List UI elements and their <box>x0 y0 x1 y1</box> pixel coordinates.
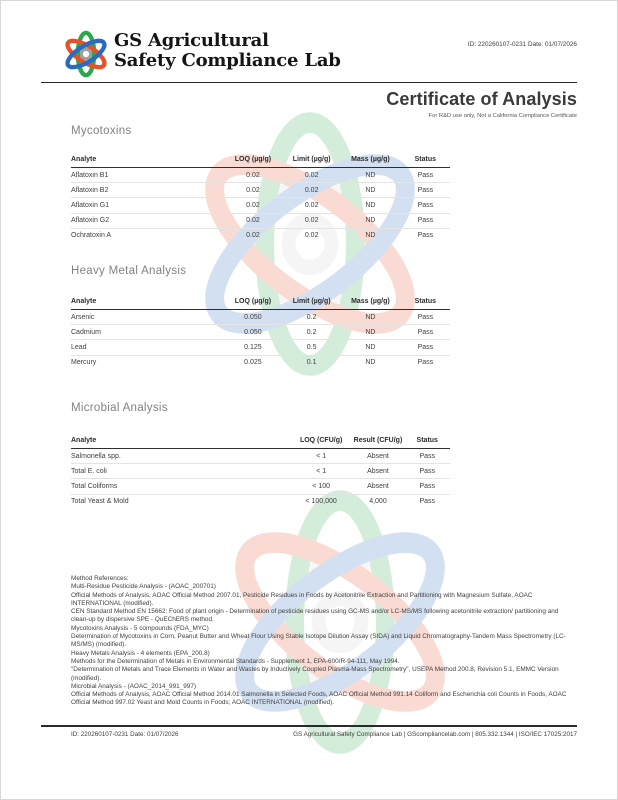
table-cell: Lead <box>71 340 223 355</box>
method-reference-line: Determination of Mycotoxins in Corn, Peanut Butter and Wheat Flour Using Stable Isotope Dilution Assay (SIDA) and Liquid Chromatography-Tandem Mass Spectrometry (LC-MS/MS) (modified). <box>71 633 566 649</box>
table-header-row <box>71 295 450 310</box>
table-row <box>71 228 450 243</box>
table-cell: Pass <box>405 464 451 479</box>
page-title: Certificate of Analysis <box>386 89 577 109</box>
table-cell: < 1 <box>291 449 352 464</box>
table-cell: Cadmium <box>71 325 223 340</box>
table-cell: 4,000 <box>369 498 387 506</box>
section-heading-microbial: Microbial Analysis <box>71 402 168 414</box>
footer-lab-info: GS Agricultural Safety Compliance Lab | GScompliancelab.com | 805.332.1344 | ISO/IEC 17025:2017 <box>293 731 577 738</box>
table-row <box>71 325 450 340</box>
table-cell: 0.2 <box>283 325 340 340</box>
table-cell: 0.1 <box>306 359 317 367</box>
table-cell: Total E. coli <box>71 464 291 479</box>
table-cell: 0.02 <box>223 183 284 198</box>
table-cell: Aflatoxin B1 <box>71 168 223 183</box>
method-references <box>71 575 568 708</box>
table-row <box>71 168 450 183</box>
table-cell: < 100 <box>291 479 352 494</box>
table-cell: Aflatoxin G1 <box>71 198 223 213</box>
column-header: Status <box>405 434 451 449</box>
table-cell: ND <box>340 325 401 340</box>
column-header: Analyte <box>71 153 223 168</box>
table-cell: ND <box>340 310 401 325</box>
table-cell: ND <box>340 183 401 198</box>
lab-name <box>114 31 341 71</box>
table-cell: Absent <box>351 479 404 494</box>
section-heading-mycotoxins: Mycotoxins <box>71 125 132 137</box>
table-cell: 0.025 <box>244 359 262 367</box>
table-header-row <box>71 434 450 449</box>
table-cell: Salmonella spp. <box>71 449 291 464</box>
table-cell: Pass <box>419 498 436 506</box>
table-cell: Pass <box>417 232 434 240</box>
method-reference-line: Official Methods of Analysis, AOAC Official Method 2007.01, Pesticide Residues in Foods by Acetonitrile Extraction and Partitioning with Magnesium Sulfate, AOAC INTERNATIONAL (modified). <box>71 591 533 607</box>
table-cell: Pass <box>401 310 450 325</box>
table-cell: Ochratoxin A <box>71 232 112 240</box>
column-header: LOQ (µg/g) <box>223 295 284 310</box>
table-cell: 0.02 <box>223 168 284 183</box>
method-reference-line: Multi-Residue Pesticide Analysis - (AOAC_200701) <box>71 583 216 591</box>
table-cell: Absent <box>351 449 404 464</box>
table-row <box>71 183 450 198</box>
table-cell: 0.02 <box>223 198 284 213</box>
table-row <box>71 355 450 370</box>
table-row <box>71 494 450 509</box>
table-cell: < 100,000 <box>305 498 337 506</box>
column-header: Analyte <box>71 295 223 310</box>
table-row <box>71 479 450 494</box>
section-heading-heavy-metals: Heavy Metal Analysis <box>71 265 187 277</box>
method-reference-line: CEN Standard Method EN 15662: Food of plant origin - Determination of pesticide residues using GC-MS and/or LC-MS/MS following acetonitrile extraction/ partitioning and clean-up by dispersive SPE - QuEChERS method. <box>71 608 559 624</box>
column-header: Status <box>401 153 450 168</box>
table-cell: Pass <box>417 359 434 367</box>
table-cell: Total Yeast & Mold <box>71 498 129 506</box>
table-cell: ND <box>340 340 401 355</box>
footer-id-date: ID: 220260107-0231 Date: 01/07/2026 <box>71 731 179 738</box>
column-header: LOQ (µg/g) <box>223 153 284 168</box>
table-row <box>71 340 450 355</box>
table-cell: Pass <box>401 198 450 213</box>
table-cell: Pass <box>405 479 451 494</box>
lab-name-line2: Safety Compliance Lab <box>114 50 341 71</box>
table-cell: ND <box>340 198 401 213</box>
table-cell: 0.2 <box>283 310 340 325</box>
table-cell: Aflatoxin G2 <box>71 213 223 228</box>
method-reference-line: Heavy Metals Analysis - 4 elements (EPA_200.8) <box>71 649 210 657</box>
method-reference-line: Mycotoxins Analysis - 5 compounds (FDA_MYC) <box>71 624 209 632</box>
table-cell: 0.02 <box>223 213 284 228</box>
table-cell: 0.02 <box>283 168 340 183</box>
column-header: LOQ (CFU/g) <box>291 434 352 449</box>
title-block <box>386 89 577 119</box>
table-cell: 0.02 <box>283 198 340 213</box>
table-row <box>71 213 450 228</box>
table-cell: 0.050 <box>223 310 284 325</box>
column-header: Status <box>401 295 450 310</box>
method-reference-line: Microbial Analysis - (AOAC_2014_991_997) <box>71 682 197 690</box>
table-cell: < 1 <box>291 464 352 479</box>
table-cell: Pass <box>401 325 450 340</box>
method-reference-line: Method References: <box>71 575 129 582</box>
table-cell: Pass <box>401 213 450 228</box>
table-cell: ND <box>340 168 401 183</box>
column-header: Mass (µg/g) <box>340 153 401 168</box>
table-cell: ND <box>340 213 401 228</box>
table-cell: 0.050 <box>223 325 284 340</box>
table-cell: Total Coliforms <box>71 479 291 494</box>
table-cell: Pass <box>401 340 450 355</box>
table-cell: 0.125 <box>223 340 284 355</box>
table-cell: Arsenic <box>71 310 223 325</box>
table-cell: Mercury <box>71 359 97 367</box>
mycotoxins-table <box>71 153 450 243</box>
table-cell: Aflatoxin B2 <box>71 183 223 198</box>
microbial-table <box>71 434 450 509</box>
heavy-metals-table-wrap <box>71 295 450 370</box>
page-subtitle: For R&D use only, Not a California Compliance Certificate <box>428 113 577 119</box>
column-header: Limit (µg/g) <box>283 153 340 168</box>
table-cell: 0.02 <box>304 232 319 240</box>
table-cell: 0.02 <box>283 213 340 228</box>
header-divider <box>41 82 577 83</box>
microbial-table-wrap <box>71 434 450 509</box>
lab-name-line1: GS Agricultural <box>114 30 269 51</box>
table-cell: Pass <box>405 449 451 464</box>
table-cell: Absent <box>351 464 404 479</box>
method-reference-line: Methods for the Determination of Metals in Environmental Standards - Supplement 1, EPA-600/R-94-111, May 1994. <box>71 657 400 665</box>
table-cell: ND <box>365 359 376 367</box>
table-row <box>71 464 450 479</box>
table-cell: Pass <box>401 183 450 198</box>
table-cell: 0.02 <box>283 183 340 198</box>
heavy-metals-table <box>71 295 450 370</box>
column-header: Mass (µg/g) <box>340 295 401 310</box>
footer-divider <box>41 725 577 727</box>
header-id-date: ID: 220260107-0231 Date: 01/07/2026 <box>467 41 577 48</box>
table-row <box>71 310 450 325</box>
table-header-row <box>71 153 450 168</box>
column-header: Limit (µg/g) <box>283 295 340 310</box>
column-header: Result (CFU/g) <box>351 434 404 449</box>
column-header: Analyte <box>71 434 291 449</box>
method-reference-line: "Determination of Metals and Trace Elements in Water and Wastes by Inductively Coupled Plasma-Mass Spectrometry", USEPA Method 200.8, Revision 5.1, EMMC Version (modified). <box>71 666 559 682</box>
table-cell: 0.5 <box>283 340 340 355</box>
table-cell: Pass <box>401 168 450 183</box>
mycotoxins-table-wrap <box>71 153 450 243</box>
table-row <box>71 449 450 464</box>
table-row <box>71 198 450 213</box>
method-reference-line: Official Methods of Analysis, AOAC Official Method 2014.01 Salmonella in Selected Foods, AOAC Official Method 991.14 Coliform and Escherichia coli Counts in Foods, AOAC Official Method 997.02 Yeast and Mold Counts in Foods; AOAC INTERNATIONAL (modified). <box>71 691 567 707</box>
table-cell: 0.02 <box>246 232 260 240</box>
table-cell: ND <box>365 232 376 240</box>
atom-icon <box>62 30 110 78</box>
